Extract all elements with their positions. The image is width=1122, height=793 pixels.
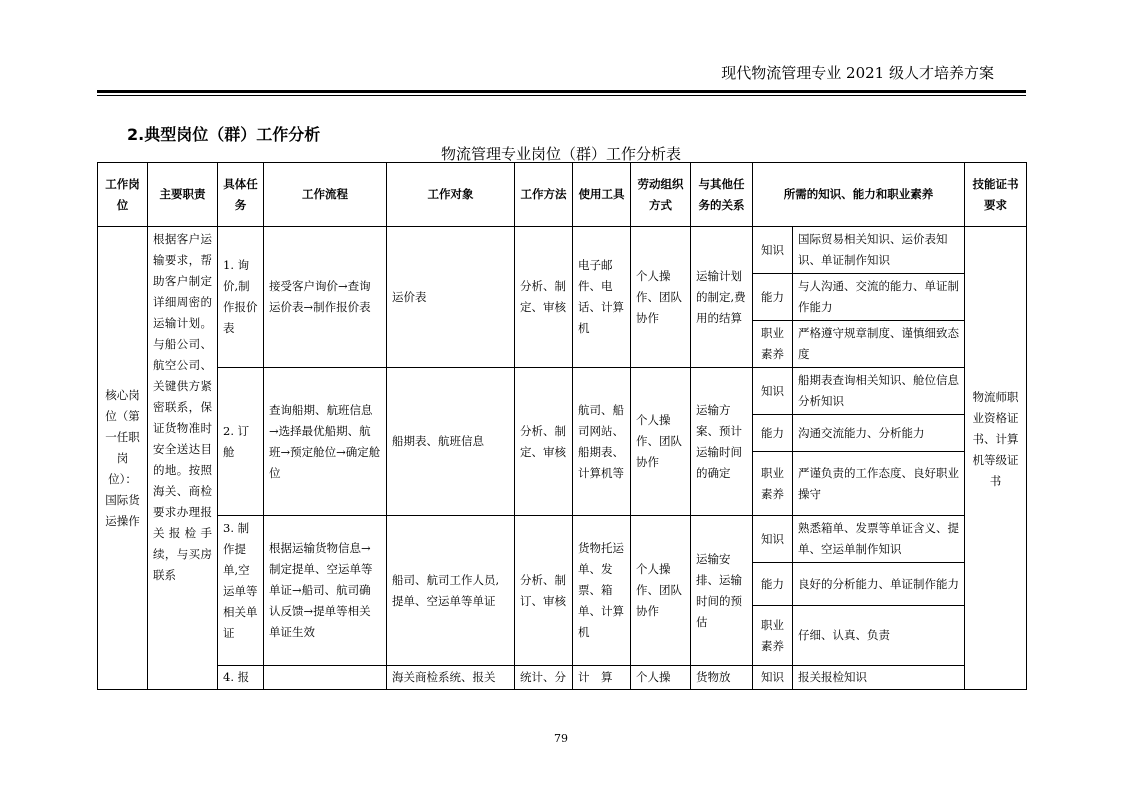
cert-cell: 物流师职业资格证书、计算机等级证书 xyxy=(965,227,1027,690)
relation-cell: 运输方案、预计运输时间的确定 xyxy=(691,368,753,516)
header-org: 劳动组织方式 xyxy=(631,163,691,227)
header-task: 具体任务 xyxy=(218,163,264,227)
table-row xyxy=(98,666,1027,690)
job-analysis-table xyxy=(97,162,1027,690)
relation-cell: 运输安排、运输时间的预估 xyxy=(691,516,753,666)
object-cell: 海关商检系统、报关 xyxy=(387,666,515,690)
ability-label: 能力 xyxy=(753,274,793,321)
org-cell: 个人操 xyxy=(631,666,691,690)
tool-cell: 货物托运单、发票、箱单、计算机 xyxy=(573,516,631,666)
header-rule-thin xyxy=(97,95,1026,96)
task-cell: 3. 制作提单,空运单等相关单证 xyxy=(218,516,264,666)
table-caption: 物流管理专业岗位（群）工作分析表 xyxy=(440,145,681,163)
knowledge-cell: 国际贸易相关知识、运价表知识、单证制作知识 xyxy=(793,227,965,274)
method-cell: 统计、分 xyxy=(515,666,573,690)
tool-cell: 计 算 xyxy=(573,666,631,690)
knowledge-label: 知识 xyxy=(753,666,793,690)
header-cert: 技能证书要求 xyxy=(965,163,1027,227)
org-cell: 个人操作、团队协作 xyxy=(631,368,691,516)
org-cell: 个人操作、团队协作 xyxy=(631,227,691,368)
knowledge-label: 知识 xyxy=(753,516,793,563)
method-cell: 分析、制订、审核 xyxy=(515,516,573,666)
object-cell: 船司、航司工作人员,提单、空运单等单证 xyxy=(387,516,515,666)
knowledge-label: 知识 xyxy=(753,227,793,274)
knowledge-cell: 报关报检知识 xyxy=(793,666,965,690)
table-header-row xyxy=(98,163,1027,227)
method-cell: 分析、制定、审核 xyxy=(515,227,573,368)
duty-cell: 根据客户运输要求，帮助客户制定详细周密的运输计划。与船公司、航空公司、关键供方紧密联系，保证货物准时安全送达目的地。按照海关、商检要求办理报关报检手续，与买房联系 xyxy=(148,227,218,690)
ability-cell: 沟通交流能力、分析能力 xyxy=(793,415,965,452)
task-cell: 2. 订舱 xyxy=(218,368,264,516)
task-cell: 4. 报 xyxy=(218,666,264,690)
object-cell: 运价表 xyxy=(387,227,515,368)
quality-cell: 严谨负责的工作态度、良好职业操守 xyxy=(793,452,965,516)
ability-label: 能力 xyxy=(753,415,793,452)
ability-cell: 良好的分析能力、单证制作能力 xyxy=(793,563,965,606)
table-row xyxy=(98,516,1027,563)
tool-cell: 航司、船司网站、船期表、计算机等 xyxy=(573,368,631,516)
table-row xyxy=(98,368,1027,415)
quality-cell: 仔细、认真、负责 xyxy=(793,606,965,666)
process-cell xyxy=(264,666,387,690)
process-cell: 查询船期、航班信息→选择最优船期、航班→预定舱位→确定舱位 xyxy=(264,368,387,516)
document-header-title: 现代物流管理专业 2021 级人才培养方案 xyxy=(721,64,994,82)
org-cell: 个人操作、团队协作 xyxy=(631,516,691,666)
header-method: 工作方法 xyxy=(515,163,573,227)
header-rule-thick xyxy=(97,90,1026,93)
process-cell: 根据运输货物信息→制定提单、空运单等单证→船司、航司确认反馈→提单等相关单证生效 xyxy=(264,516,387,666)
object-cell: 船期表、航班信息 xyxy=(387,368,515,516)
knowledge-cell: 船期表查询相关知识、舱位信息分析知识 xyxy=(793,368,965,415)
header-relation: 与其他任务的关系 xyxy=(691,163,753,227)
knowledge-cell: 熟悉箱单、发票等单证含义、提单、空运单制作知识 xyxy=(793,516,965,563)
header-tool: 使用工具 xyxy=(573,163,631,227)
position-cell: 核心岗位（第一任职岗位）：国际货运操作 xyxy=(98,227,148,690)
process-cell: 接受客户询价→查询运价表→制作报价表 xyxy=(264,227,387,368)
relation-cell: 货物放 xyxy=(691,666,753,690)
quality-label: 职业素养 xyxy=(753,452,793,516)
header-position: 工作岗位 xyxy=(98,163,148,227)
section-heading: 2.典型岗位（群）工作分析 xyxy=(127,125,321,144)
quality-label: 职业素养 xyxy=(753,321,793,368)
header-process: 工作流程 xyxy=(264,163,387,227)
ability-label: 能力 xyxy=(753,563,793,606)
header-object: 工作对象 xyxy=(387,163,515,227)
quality-label: 职业素养 xyxy=(753,606,793,666)
method-cell: 分析、制定、审核 xyxy=(515,368,573,516)
header-competence: 所需的知识、能力和职业素养 xyxy=(753,163,965,227)
tool-cell: 电子邮件、电话、计算机 xyxy=(573,227,631,368)
relation-cell: 运输计划的制定,费用的结算 xyxy=(691,227,753,368)
header-duty: 主要职责 xyxy=(148,163,218,227)
knowledge-label: 知识 xyxy=(753,368,793,415)
table-row xyxy=(98,227,1027,274)
task-cell: 1. 询价,制作报价表 xyxy=(218,227,264,368)
ability-cell: 与人沟通、交流的能力、单证制作能力 xyxy=(793,274,965,321)
page-number: 79 xyxy=(554,732,568,745)
quality-cell: 严格遵守规章制度、谨慎细致态度 xyxy=(793,321,965,368)
